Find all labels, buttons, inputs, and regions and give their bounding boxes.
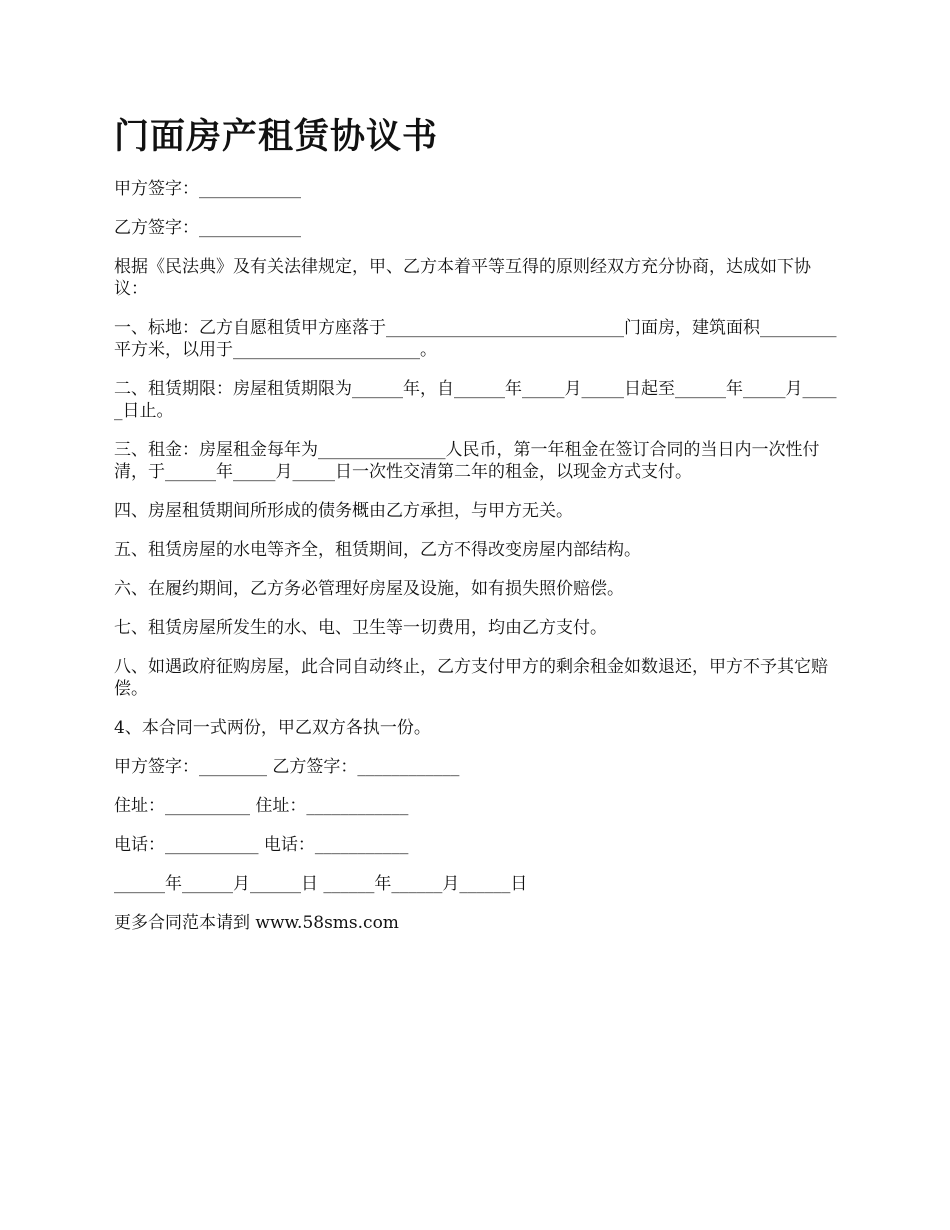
phone-line: 电话：___________ 电话：___________ xyxy=(114,835,409,855)
party-a-signature: 甲方签字：____________ xyxy=(114,179,301,199)
preamble-paragraph: 根据《民法典》及有关法律规定，甲、乙方本着平等互得的原则经双方充分协商，达成如下协议： xyxy=(114,257,811,299)
clause-4-debts: 四、房屋租赁期间所形成的债务概由乙方承担，与甲方无关。 xyxy=(114,501,573,521)
document-title: 门面房产租赁协议书 xyxy=(114,117,439,157)
document-page xyxy=(114,112,842,951)
party-b-signature: 乙方签字：____________ xyxy=(114,218,301,238)
clause-8-termination: 八、如遇政府征购房屋，此合同自动终止，乙方支付甲方的剩余租金如数退还，甲方不予其它赔偿。 xyxy=(114,657,828,699)
clause-5-utilities: 五、租赁房屋的水电等齐全，租赁期间，乙方不得改变房屋内部结构。 xyxy=(114,540,641,560)
clause-1-subject: 一、标地：乙方自愿租赁甲方座落于____________________________门面房，建筑面积_________平方米，以用于______________________。 xyxy=(114,318,837,360)
clause-7-fees: 七、租赁房屋所发生的水、电、卫生等一切费用，均由乙方支付。 xyxy=(114,618,607,638)
clause-2-term: 二、租赁期限：房屋租赁期限为______年，自______年_____月_____日起至______年_____月_____日止。 xyxy=(114,379,837,421)
clause-copies: 4、本合同一式两份，甲乙双方各执一份。 xyxy=(114,718,431,738)
clause-6-maintenance: 六、在履约期间，乙方务必管理好房屋及设施，如有损失照价赔偿。 xyxy=(114,579,624,599)
clause-3-rent: 三、租金：房屋租金每年为_______________人民币，第一年租金在签订合同的当日内一次性付清，于______年_____月_____日一次性交清第二年的租金，以现金方式支付。 xyxy=(114,440,820,482)
signature-line: 甲方签字：________ 乙方签字：____________ xyxy=(114,757,460,777)
more-templates-link[interactable]: 更多合同范本请到 www.58sms.com xyxy=(114,913,399,933)
address-line: 住址：__________ 住址：____________ xyxy=(114,796,409,816)
date-line: ______年______月______日 ______年______月______日 xyxy=(114,874,528,894)
